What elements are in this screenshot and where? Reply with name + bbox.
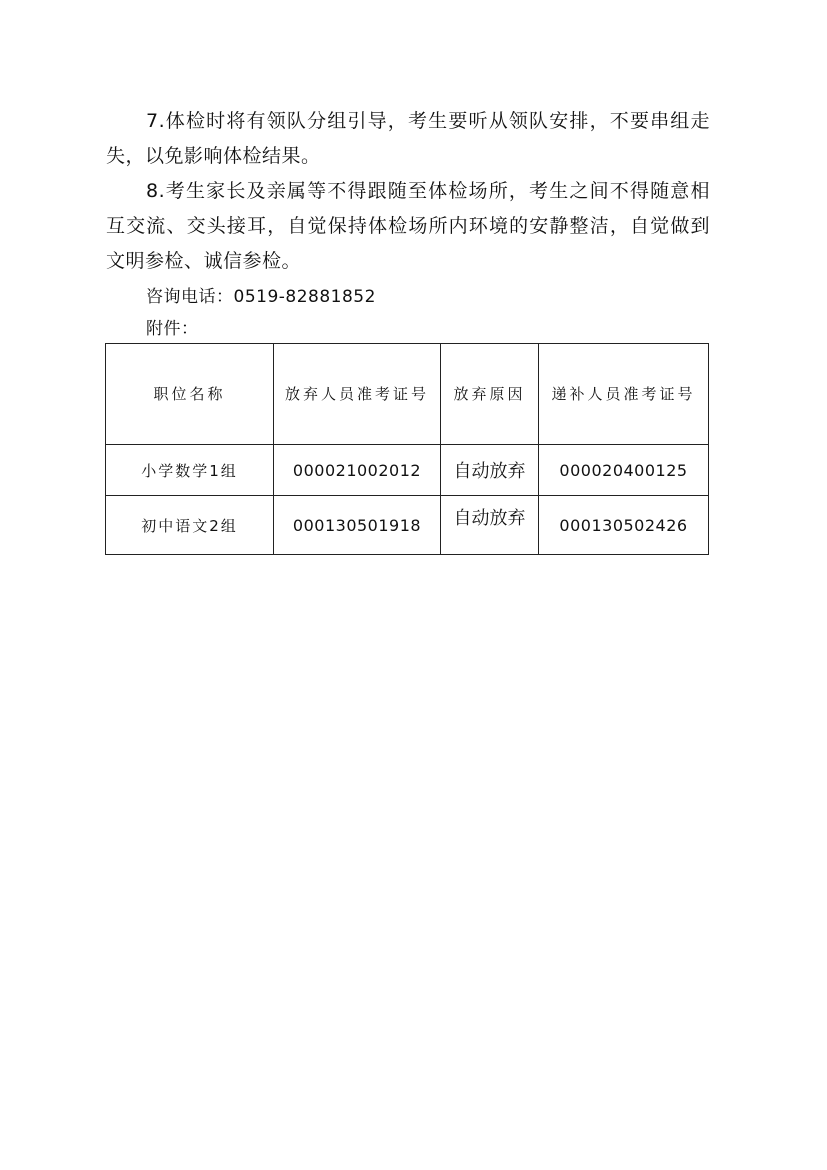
row-position: 小学数学1组 [106,445,274,496]
row-reason: 自动放弃 [441,445,539,496]
row-replacement-id: 000020400125 [539,445,709,496]
header-position: 职位名称 [106,344,274,445]
table-row [106,496,709,555]
header-replacement-id: 递补人员准考证号 [539,344,709,445]
row-withdrawn-id: 000021002012 [274,445,441,496]
header-withdrawn-id: 放弃人员准考证号 [274,344,441,445]
row-replacement-id: 000130502426 [539,496,709,555]
table-row [106,445,709,496]
table-header-row [106,344,709,445]
row-position: 初中语文2组 [106,496,274,555]
row-reason: 自动放弃 [441,496,539,555]
replacement-table [105,343,709,555]
paragraph-item-8: 8.考生家长及亲属等不得跟随至体检场所，考生之间不得随意相互交流、交头接耳，自觉保持体检场所内环境的安静整洁，自觉做到文明参检、诚信参检。 [106,180,710,272]
contact-phone: 咨询电话：0519-82881852 [146,287,376,307]
paragraph-item-7: 7.体检时将有领队分组引导，考生要听从领队安排，不要串组走失，以免影响体检结果。 [106,110,710,167]
row-withdrawn-id: 000130501918 [274,496,441,555]
attachment-label: 附件： [146,319,199,339]
header-reason: 放弃原因 [441,344,539,445]
